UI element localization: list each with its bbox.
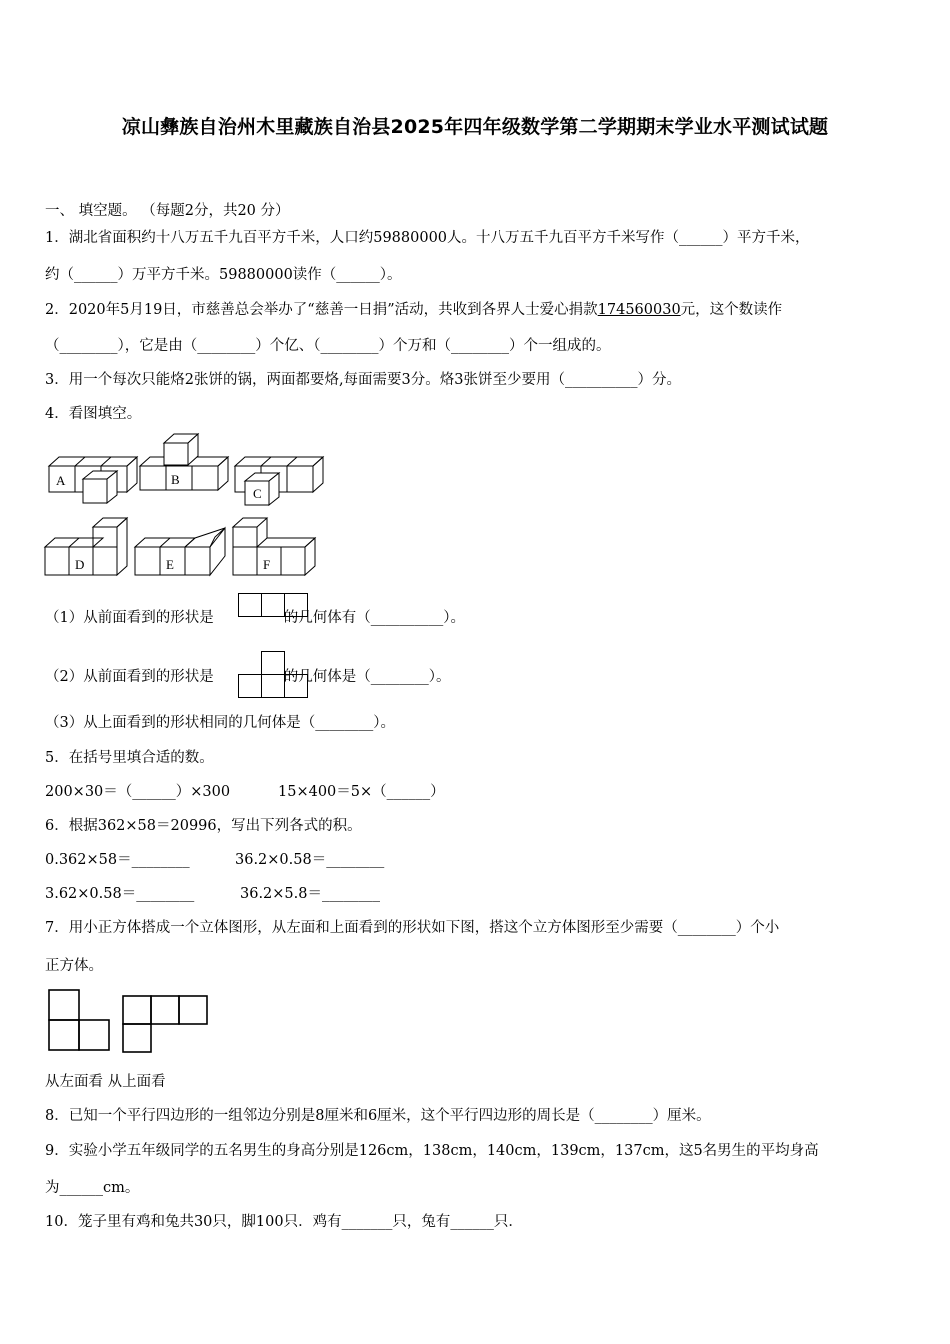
q2-number: 174560030 <box>597 302 681 318</box>
figure-label-a: A <box>56 473 66 488</box>
q4-figure-e <box>135 527 230 577</box>
q2-line2: （________），它是由（________）个亿、（________）个万和（________）个一组成的。 <box>45 338 611 354</box>
q4-figure-f <box>233 517 318 577</box>
q6-text: 6．根据362×58＝20996，写出下列各式的积。 <box>45 818 362 834</box>
figure-label-e: E <box>166 557 174 572</box>
q4-figure-a <box>45 455 135 505</box>
q5-expr2: 15×400＝5×（______） <box>278 784 445 800</box>
q7-caption: 从左面看 从上面看 <box>45 1074 166 1090</box>
figure-label-f: F <box>263 557 271 572</box>
q2-text-a: 2．2020年5月19日，市慈善总会举办了“慈善一日捐”活动，共收到各界人士爱心捐款 <box>45 302 598 318</box>
q1-line1: 1．湖北省面积约十八万五千九百平方千米，人口约59880000人。十八万五千九百平方千米写作（______）平方千米， <box>45 230 810 246</box>
q4-sub2-text-b: 的几何体是（________）。 <box>283 669 451 685</box>
q7-line2: 正方体。 <box>45 958 103 974</box>
section-heading: 一、 填空题。 （每题2分，共20 分） <box>45 203 290 219</box>
q7-top-view <box>121 995 211 1055</box>
figure-label-d: D <box>75 557 85 572</box>
q7-left-view <box>48 989 112 1053</box>
q4-figure-c <box>233 455 323 505</box>
front-view-three-squares <box>238 593 310 619</box>
q1-line2: 约（______）万平方千米。59880000读作（______）。 <box>45 267 402 283</box>
q4-sub1-text-b: 的几何体有（__________）。 <box>283 610 465 626</box>
q5-expr1: 200×30＝（______）×300 <box>45 784 231 800</box>
q4-figure-b <box>138 433 223 493</box>
q7-line1: 7．用小正方体搭成一个立体图形，从左面和上面看到的形状如下图，搭这个立方体图形至少需要（________）个小 <box>45 920 780 936</box>
q8-text: 8．已知一个平行四边形的一组邻边分别是8厘米和6厘米，这个平行四边形的周长是（________）厘米。 <box>45 1108 711 1124</box>
q6-expr1: 0.362×58＝________ <box>45 852 190 868</box>
q6-expr4: 36.2×5.8＝________ <box>240 886 380 902</box>
q6-expr3: 3.62×0.58＝________ <box>45 886 195 902</box>
q2-text-b: 元，这个数读作 <box>680 302 783 318</box>
q9-line1: 9．实验小学五年级同学的五名男生的身高分别是126cm，138cm，140cm，139cm，137cm，这5名男生的平均身高 <box>45 1143 819 1159</box>
figure-label-b: B <box>171 472 180 487</box>
q4-sub2-text-a: （2）从前面看到的形状是 <box>45 669 214 685</box>
q3-text: 3．用一个每次只能烙2张饼的锅，两面都要烙,每面需要3分。烙3张饼至少要用（__________）分。 <box>45 372 682 388</box>
q5-text: 5．在括号里填合适的数。 <box>45 750 214 766</box>
page-title: 凉山彝族自治州木里藏族自治县2025年四年级数学第二学期期末学业水平测试试题 <box>121 116 829 138</box>
q2-line1 <box>45 300 782 320</box>
q4-figure-d <box>45 517 130 577</box>
q6-expr2: 36.2×0.58＝________ <box>235 852 385 868</box>
q9-line2: 为______cm。 <box>45 1180 140 1196</box>
q4-text: 4．看图填空。 <box>45 406 142 422</box>
q4-sub1-text-a: （1）从前面看到的形状是 <box>45 610 214 626</box>
q4-sub3: （3）从上面看到的形状相同的几何体是（________）。 <box>45 715 395 731</box>
q10-text: 10．笼子里有鸡和兔共30只，脚100只．鸡有_______只，兔有______只． <box>45 1214 523 1230</box>
figure-label-c: C <box>253 486 262 501</box>
front-view-t-shape <box>238 651 310 699</box>
